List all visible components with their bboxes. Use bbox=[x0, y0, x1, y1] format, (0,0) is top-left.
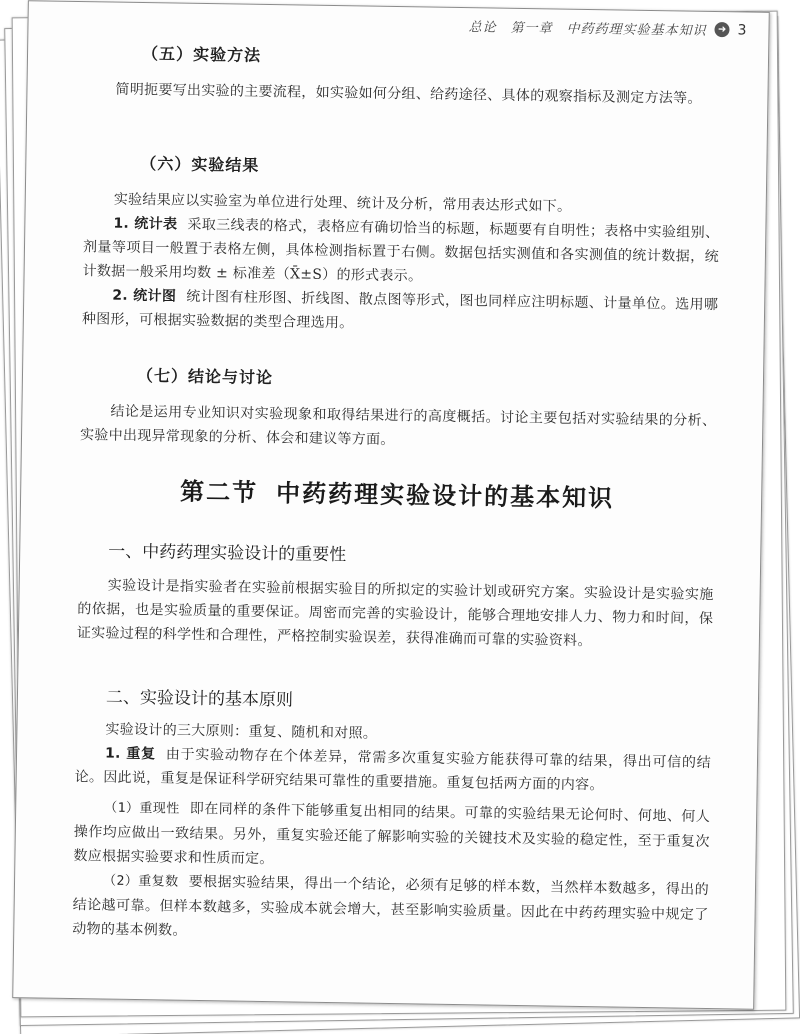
replicates-lead: （2）重复数 bbox=[102, 873, 179, 890]
heading-experiment-results: （六）实验结果 bbox=[140, 154, 260, 175]
heading-importance: 一、中药药理实验设计的重要性 bbox=[108, 541, 347, 566]
paragraph-repetition bbox=[74, 741, 711, 799]
repetition-text: 由于实验动物存在个体差异，常需多次重复实验方能获得可靠的结果，得出可信的结论。因此说，重复是保证科学研究结果可靠性的重要措施。重复包括两方面的内容。 bbox=[74, 746, 712, 794]
running-title: 总论 第一章 中药药理实验基本知识 bbox=[468, 20, 707, 39]
stat-chart-lead: 2. 统计图 bbox=[112, 287, 177, 305]
section-experiment-results bbox=[82, 150, 721, 341]
section-two-title bbox=[79, 470, 715, 515]
stat-table-lead: 1. 统计表 bbox=[113, 215, 178, 233]
running-header bbox=[468, 16, 746, 39]
paragraph-conclusion: 结论是运用专业知识对实验现象和取得结果进行的高度概括。讨论主要包括对实验结果的分析、实验中出现异常现象的分析、体会和建议等方面。 bbox=[79, 403, 717, 449]
part-importance bbox=[77, 536, 715, 655]
paragraph-principles-intro: 实验设计的三大原则：重复、随机和对照。 bbox=[105, 721, 378, 742]
paragraph-results-intro: 实验结果应以实验室为单位进行处理、统计及分析，常用表达形式如下。 bbox=[113, 191, 572, 215]
section-conclusion bbox=[80, 362, 717, 457]
stat-table-text: 采取三线表的格式，表格应有确切恰当的标题，标题要有自明性；表格中实验组别、剂量等项目一般置于表格左侧，具体检测指标置于右侧。数据包括实测值和各实测值的统计数据，统计数据一般采用均数 ± 标准差（X̄±S）的形式表示。 bbox=[82, 216, 720, 285]
page-number: 3 bbox=[737, 21, 747, 39]
heading-principles: 二、实验设计的基本原则 bbox=[105, 687, 294, 711]
paragraph-reproducibility bbox=[73, 795, 710, 878]
section-label: 第二节 bbox=[179, 476, 259, 507]
paragraph-stat-table bbox=[82, 211, 719, 293]
part-principles bbox=[72, 682, 712, 951]
heading-experiment-method: （五）实验方法 bbox=[141, 44, 262, 65]
arrow-right-circle-icon: ➜ bbox=[714, 22, 729, 37]
paragraph-replicates bbox=[72, 868, 709, 951]
paragraph-stat-chart bbox=[82, 283, 719, 341]
stat-chart-text: 统计图有柱形图、折线图、散点图等形式，图也同样应注明标题、计量单位。选用哪种图形，可根据实验数据的类型合理选用。 bbox=[81, 288, 719, 332]
section-heading bbox=[79, 470, 715, 515]
replicates-text: 要根据实验结果，得出一个结论，必须有足够的样本数，当然样本数越多，得出的结论越可靠。但样本数越多，实验成本就会增大，甚至影响实验质量。因此在中药药理实验中规定了动物的基本例数。 bbox=[72, 873, 710, 939]
repetition-lead: 1. 重复 bbox=[104, 745, 156, 763]
reproducibility-text: 即在同样的条件下能够重复出相同的结果。可靠的实验结果无论何时、何地、何人操作均应做出一致结果。另外，重复实验还能了解影响实验的关键技术及实验的稳定性，至于重复次数应根据实验要求和性质而定。 bbox=[73, 800, 711, 868]
section-experiment-method bbox=[85, 40, 722, 111]
heading-conclusion: （七）结论与讨论 bbox=[136, 365, 274, 388]
paragraph-importance: 实验设计是指实验者在实验前根据实验目的所拟定的实验计划或研究方案。实验设计是实验实施的依据，也是实验质量的重要保证。周密而完善的实验设计，能够合理地安排人力、物力和时间，保证实验过程的科学性和合理性，严格控制实验误差，获得准确而可靠的实验资料。 bbox=[76, 577, 714, 650]
book-page bbox=[12, 0, 770, 1010]
paragraph-experiment-method: 简明扼要写出实验的主要流程，如实验如何分组、给药途径、具体的观察指标及测定方法等。 bbox=[115, 81, 702, 107]
section-name: 中药药理实验设计的基本知识 bbox=[275, 478, 615, 513]
reproducibility-lead: （1）重现性 bbox=[104, 800, 180, 817]
